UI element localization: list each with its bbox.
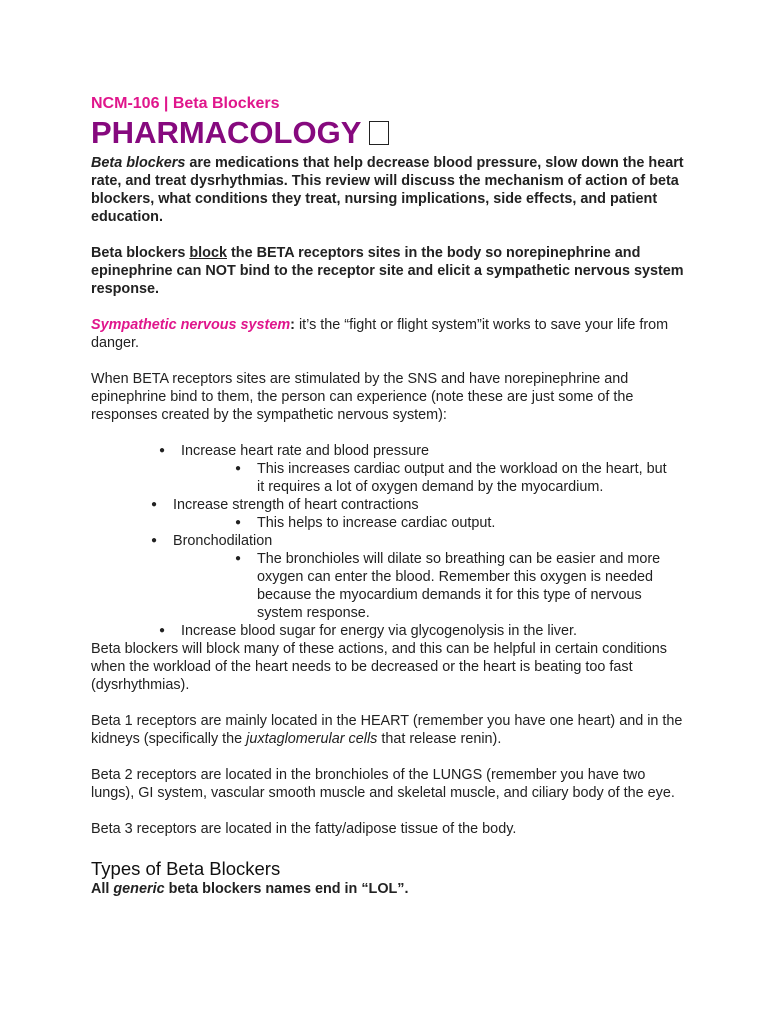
mechanism-post: the BETA receptors sites in the body so norepinephrine and epinephrine can NOT bind to the receptor site and elicit a sympathetic nervous system response. — [91, 245, 684, 297]
list-item: ● Increase blood sugar for energy via glycogenolysis in the liver. — [91, 622, 691, 640]
list-item: ● Increase heart rate and blood pressure — [91, 442, 691, 460]
types-post: beta blockers names end in “LOL”. — [164, 881, 409, 897]
list-item: ● Increase strength of heart contractions — [91, 496, 691, 514]
page-title — [91, 114, 691, 152]
sns-desc: it’s the “fight or flight system”it works to save your life from danger. — [91, 317, 669, 351]
stimulation-paragraph: When BETA receptors sites are stimulated by the SNS and have norepinephrine and epinephrine bind to them, the person can experience (note these are just some of the responses created by the sympathetic nervous system): — [91, 371, 634, 423]
intro-paragraph — [91, 154, 691, 226]
sns-colon: : — [290, 317, 295, 333]
beta1-pre: Beta 1 receptors are mainly located in the HEART (remember you have one heart) and in the kidneys (specifically the — [91, 713, 683, 747]
beta2-paragraph: Beta 2 receptors are located in the bronchioles of the LUNGS (remember you have two lungs), GI system, vascular smooth muscle and skeletal muscle, and ciliary body of the eye. — [91, 767, 675, 801]
beta1-italic: juxtaglomerular cells — [246, 731, 378, 747]
title-text: PHARMACOLOGY — [91, 115, 362, 150]
block-actions-paragraph: Beta blockers will block many of these actions, and this can be helpful in certain conditions when the workload of the heart needs to be decreased or the heart is beating too fast (dysrhythmias). — [91, 641, 667, 693]
types-italic: generic — [113, 881, 165, 897]
types-heading: Types of Beta Blockers — [91, 858, 281, 879]
types-paragraph — [91, 880, 691, 898]
list-item: ● Bronchodilation — [91, 532, 691, 550]
beta1-paragraph — [91, 712, 691, 748]
types-pre: All — [91, 881, 114, 897]
intro-lead: Beta blockers — [91, 155, 186, 171]
list-item: ● This increases cardiac output and the workload on the heart, but it requires a lot of oxygen demand by the myocardium. — [91, 460, 667, 496]
intro-rest: are medications that help decrease blood pressure, slow down the heart rate, and treat dysrhythmias. This review will discuss the mechanism of action of beta blockers, what conditions they treat, nursing implications, side effects, and patient education. — [91, 155, 684, 225]
missing-glyph-icon — [369, 121, 389, 145]
beta1-post: that release renin). — [377, 731, 502, 747]
mechanism-paragraph — [91, 244, 691, 298]
document-content — [91, 94, 691, 898]
list-item: ● This helps to increase cardiac output. — [91, 514, 667, 532]
mechanism-pre: Beta blockers — [91, 245, 190, 261]
responses-list — [91, 442, 691, 640]
sns-paragraph — [91, 316, 691, 352]
list-item: ● The bronchioles will dilate so breathing can be easier and more oxygen can enter the blood. Remember this oxygen is needed because the myocardium demands it for this type of nervous system response. — [91, 550, 667, 622]
sns-term: Sympathetic nervous system — [91, 317, 291, 333]
course-heading: NCM-106 | Beta Blockers — [91, 95, 280, 112]
beta3-paragraph: Beta 3 receptors are located in the fatty/adipose tissue of the body. — [91, 821, 517, 837]
mechanism-underlined: block — [189, 245, 227, 261]
